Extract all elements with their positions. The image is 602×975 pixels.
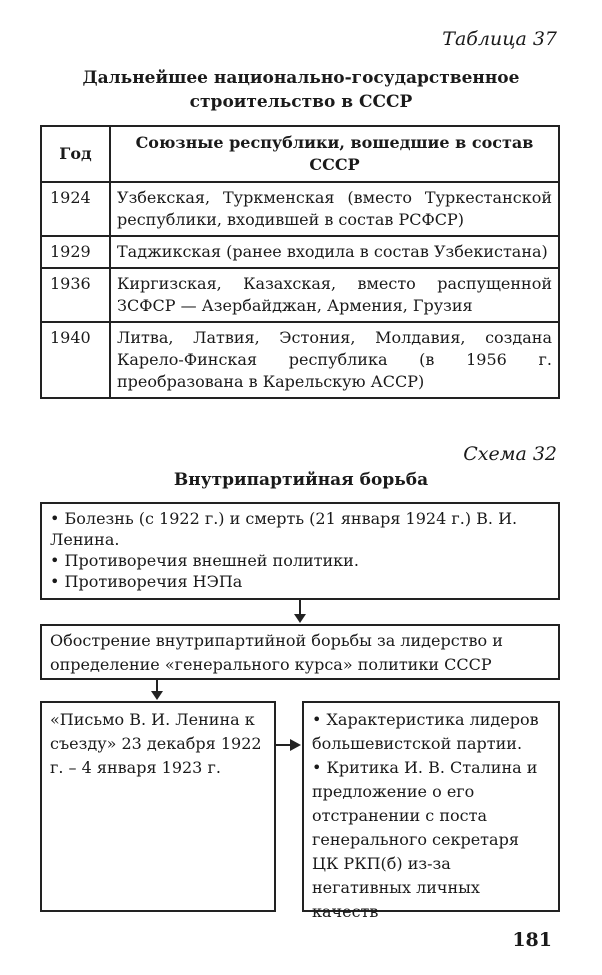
table-row xyxy=(41,322,559,398)
letter-content-box xyxy=(302,701,560,921)
letter-content-item: • Характеристика лидеров большевистской партии. xyxy=(312,710,539,753)
row-year: 1929 xyxy=(41,236,110,268)
scheme-label: Схема 32 xyxy=(463,443,557,465)
table-row xyxy=(41,182,559,236)
arrow-down-icon xyxy=(149,680,165,701)
table-row xyxy=(41,236,559,268)
row-content: Узбекская, Туркменская (вместо Туркестанской республики, входившей в состав РСФСР) xyxy=(110,182,559,236)
lenin-letter-box: «Письмо В. И. Ленина к съезду» 23 декабря 1922 г. – 4 января 1923 г. xyxy=(40,701,276,912)
page-number: 181 xyxy=(512,929,552,951)
letter-content-item: • Критика И. В. Сталина и предложение о его отстранении с поста генерального секретаря ЦК РКП(б) из-за негативных личных качеств xyxy=(312,758,538,921)
republics-table xyxy=(40,125,560,399)
arrow-down-icon xyxy=(292,600,308,624)
row-content: Литва, Латвия, Эстония, Молдавия, создана Карело-Финская республика (в 1956 г. преобразована в Карельскую АССР) xyxy=(110,322,559,398)
cause-item: • Болезнь (с 1922 г.) и смерть (21 января 1924 г.) В. И. Ленина. xyxy=(50,509,518,549)
table-title: Дальнейшее национально-государственное строительство в СССР xyxy=(82,68,520,112)
arrow-right-icon xyxy=(276,738,302,752)
causes-box xyxy=(40,502,560,600)
row-year: 1940 xyxy=(41,322,110,398)
scheme-title: Внутрипартийная борьба xyxy=(173,470,429,490)
row-content: Киргизская, Казахская, вместо распущенной ЗСФСР — Азербайджан, Армения, Грузия xyxy=(110,268,559,322)
table-header-row xyxy=(41,126,559,182)
struggle-box: Обострение внутрипартийной борьбы за лидерство и определение «генерального курса» политики СССР xyxy=(40,624,560,680)
table-label: Таблица 37 xyxy=(442,28,557,50)
row-content: Таджикская (ранее входила в состав Узбекистана) xyxy=(110,236,559,268)
cause-item: • Противоречия НЭПа xyxy=(50,572,243,591)
cause-item: • Противоречия внешней политики. xyxy=(50,551,359,570)
row-year: 1936 xyxy=(41,268,110,322)
header-republics: Союзные республики, вошедшие в состав СССР xyxy=(110,126,559,182)
table-row xyxy=(41,268,559,322)
row-year: 1924 xyxy=(41,182,110,236)
header-year: Год xyxy=(41,126,110,182)
